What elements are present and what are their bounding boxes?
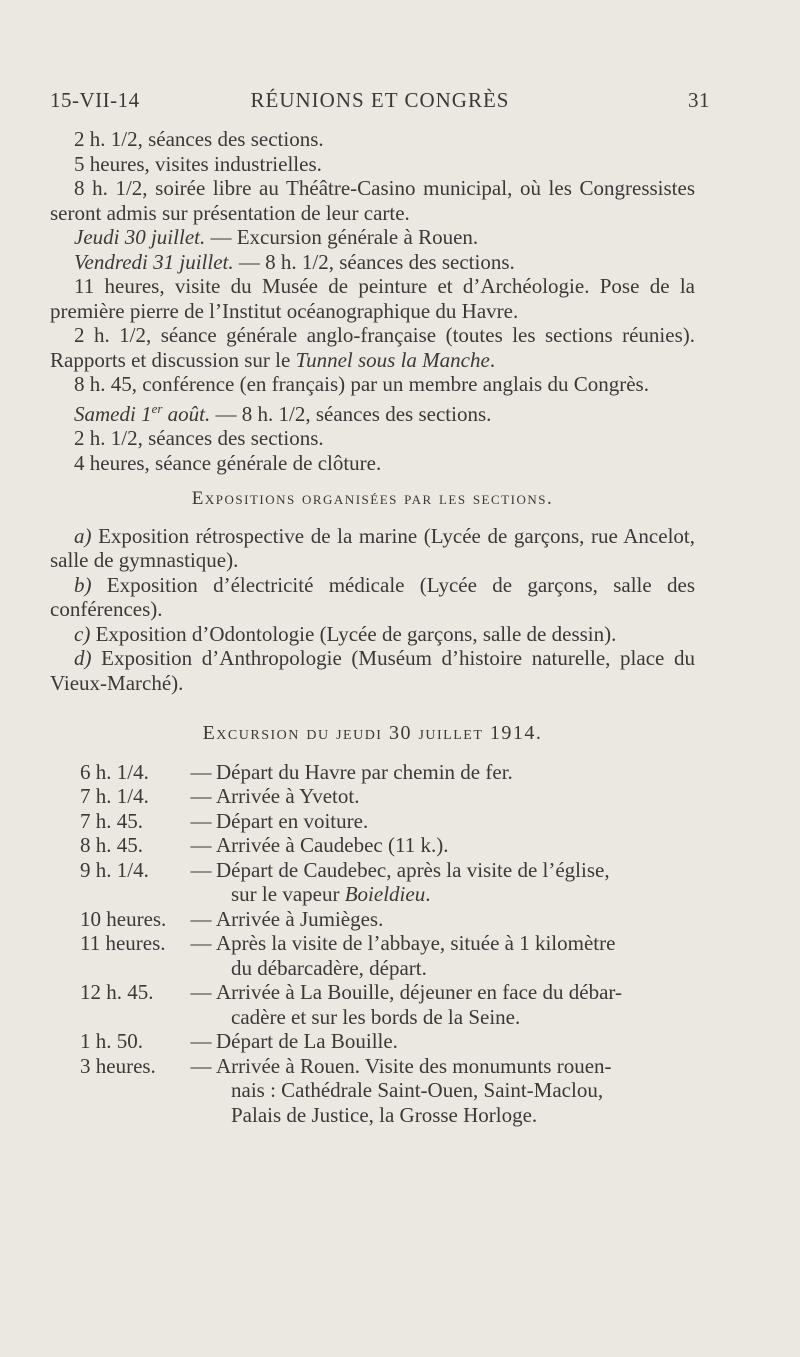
- exposition-item: [50, 646, 695, 695]
- day-date: Jeudi 30 juillet.: [74, 225, 206, 249]
- section-heading-expositions: Expositions organisées par les sections.: [191, 488, 554, 509]
- day-entry-saturday: [50, 397, 695, 427]
- day-date: Vendredi 31 juillet.: [74, 249, 234, 274]
- program-line: 11 heures, visite du Musée de peinture et d’Archéologie. Pose de la première pierre de l’Institut océanographique du Havre.: [50, 274, 695, 323]
- itinerary-row: 9 h. 1/4. — Départ de Caudebec, après la visite de l’église, sur le vapeur Boieldieu.: [80, 857, 610, 906]
- itinerary-text: Départ du Havre par chemin de fer.: [216, 759, 513, 784]
- day-entry-friday: [50, 250, 695, 275]
- itinerary-text: Départ en voiture.: [216, 808, 369, 833]
- program-line: 4 heures, séance générale de clôture.: [74, 450, 382, 475]
- itinerary-list: [80, 760, 695, 1128]
- itinerary-row: 6 h. 1/4. — Départ du Havre par chemin de fer.: [80, 759, 513, 784]
- itinerary-row: 1 h. 50. — Départ de La Bouille.: [80, 1029, 398, 1053]
- itinerary-time: 8 h. 45.: [80, 833, 143, 857]
- itinerary-text: Arrivée à Rouen. Visite des monumunts rouen-: [216, 1053, 612, 1078]
- itinerary-text-cont: Palais de Justice, la Grosse Horloge.: [231, 1102, 538, 1127]
- itinerary-text: Départ de Caudebec, après la visite de l’église,: [216, 857, 610, 882]
- itinerary-row: 7 h. 1/4. — Arrivée à Yvetot.: [80, 784, 360, 808]
- itinerary-row: 7 h. 45. — Départ en voiture.: [80, 808, 369, 833]
- program-line: 8 h. 45, conférence (en français) par un membre anglais du Congrès.: [74, 372, 649, 396]
- itinerary-row: 12 h. 45. — Arrivée à La Bouille, déjeuner en face du débar- cadère et sur les bords de la Seine.: [80, 980, 622, 1029]
- itinerary-text-cont: [186, 882, 430, 906]
- itinerary-time: 3 heures.: [80, 1053, 156, 1078]
- itinerary-text: Arrivée à Caudebec (11 k.).: [216, 833, 449, 857]
- itinerary-row: 8 h. 45. — Arrivée à Caudebec (11 k.).: [80, 833, 449, 857]
- day-text: — 8 h. 1/2, séances des sections.: [233, 249, 515, 274]
- exposition-item: [50, 622, 695, 647]
- header-section-title: RÉUNIONS ET CONGRÈS: [250, 88, 510, 112]
- itinerary-text: Départ de La Bouille.: [216, 1029, 398, 1053]
- exposition-item: [50, 573, 695, 622]
- item-label: c): [74, 621, 91, 646]
- program-line: 2 h. 1/2, séances des sections.: [74, 127, 324, 151]
- day-entry-thursday: [50, 225, 695, 250]
- day-date: Samedi 1: [74, 401, 152, 426]
- item-text: Exposition d’électricité médicale (Lycée de garçons, salle des conférences).: [50, 572, 695, 621]
- itinerary-time: 10 heures.: [80, 906, 167, 931]
- page-body: [50, 127, 695, 1127]
- boat-name: Boieldieu: [344, 882, 426, 906]
- itinerary-text: sur le vapeur: [231, 882, 345, 906]
- item-label: d): [74, 646, 92, 670]
- itinerary-row: 10 heures. — Arrivée à Jumièges.: [80, 906, 384, 931]
- itinerary-text: Arrivée à La Bouille, déjeuner en face du débar-: [216, 980, 622, 1004]
- itinerary-time: 7 h. 45.: [80, 808, 143, 833]
- running-header: [50, 88, 710, 118]
- section-heading-excursion: Excursion du jeudi 30 juillet 1914.: [202, 722, 543, 744]
- itinerary-time: 1 h. 50.: [80, 1029, 143, 1053]
- itinerary-row: 3 heures. — Arrivée à Rouen. Visite des monumunts rouen- nais : Cathédrale Saint-Ouen, Saint-Maclou, Palais de Justice, la Grosse Horloge.: [80, 1053, 612, 1127]
- itinerary-text-cont: du débarcadère, départ.: [231, 955, 427, 980]
- item-text: Exposition d’Anthropologie (Muséum d’histoire naturelle, place du Vieux-Marché).: [50, 646, 695, 695]
- itinerary-row: 11 heures. — Après la visite de l’abbaye, située à 1 kilomètre du débarcadère, départ.: [80, 931, 616, 980]
- itinerary-time: 9 h. 1/4.: [80, 857, 149, 882]
- item-text: Exposition d’Odontologie (Lycée de garçons, salle de dessin).: [90, 621, 617, 646]
- item-label: a): [74, 523, 92, 548]
- day-text: — Excursion générale à Rouen.: [205, 225, 479, 249]
- itinerary-time: 6 h. 1/4.: [80, 759, 149, 784]
- exposition-item: [50, 524, 695, 573]
- day-date-sup: er: [151, 400, 163, 416]
- header-issue-ref: 15-VII-14: [50, 88, 140, 112]
- program-line: [50, 323, 695, 372]
- itinerary-time: 7 h. 1/4.: [80, 784, 149, 808]
- program-line: 2 h. 1/2, séances des sections.: [74, 426, 324, 450]
- itinerary-text: Arrivée à Yvetot.: [216, 784, 360, 808]
- itinerary-time: 12 h. 45.: [80, 980, 154, 1004]
- itinerary-text-cont: cadère et sur les bords de la Seine.: [231, 1004, 521, 1029]
- program-line: 5 heures, visites industrielles.: [74, 151, 322, 176]
- page-number: 31: [688, 88, 710, 112]
- session-text: 2 h. 1/2, séance générale anglo-française (toutes les sections réunies). Rapports et discussion sur le: [50, 323, 695, 372]
- itinerary-text: Arrivée à Jumièges.: [216, 906, 384, 931]
- day-text: — 8 h. 1/2, séances des sections.: [210, 401, 492, 426]
- day-date: août.: [162, 401, 211, 426]
- itinerary-text: Après la visite de l’abbaye, située à 1 kilomètre: [216, 931, 616, 955]
- itinerary-text: .: [425, 882, 431, 906]
- itinerary-time: 11 heures.: [80, 931, 166, 955]
- itinerary-text-cont: nais : Cathédrale Saint-Ouen, Saint-Maclou,: [231, 1078, 604, 1102]
- session-title: Tunnel sous la Manche: [295, 347, 490, 372]
- item-text: Exposition rétrospective de la marine (Lycée de garçons, rue Ancelot, salle de gymnastique).: [50, 523, 695, 572]
- program-line: 8 h. 1/2, soirée libre au Théâtre-Casino municipal, où les Congressistes seront admis sur présentation de leur carte.: [50, 176, 695, 225]
- item-label: b): [74, 572, 92, 597]
- session-end: .: [489, 347, 496, 372]
